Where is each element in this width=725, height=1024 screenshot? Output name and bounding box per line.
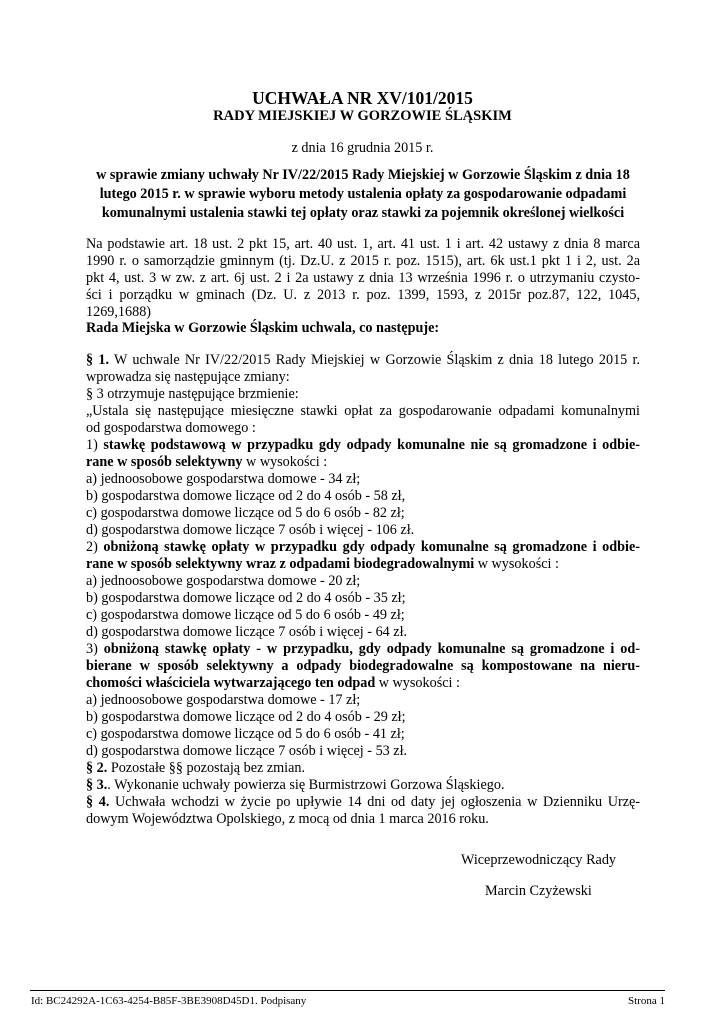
paragraph-2: § 2. Pozostałe §§ pozostają bez zmian. <box>86 760 306 776</box>
issuer-name: RADY MIEJSKIEJ W GORZOWIE ŚLĄSKIM <box>213 108 512 124</box>
rate-1-item-c: c) gospodarstwa domowe liczące od 5 do 6 osób - 82 zł; <box>86 505 405 521</box>
basis-line-4: ści i porządku w gminach (Dz. U. z 2013 r. poz. 1399, 1593, z 2015r poz.87, 122, 1045, <box>86 287 640 303</box>
rate-1-heading-cont: rane w sposób selektywny w wysokości : <box>86 454 328 470</box>
signature-role: Wiceprzewodniczący Rady <box>461 852 617 868</box>
footer-divider <box>30 990 665 991</box>
rate-1-heading: 1) stawkę podstawową w przypadku gdy odpady komunalne nie są gromadzone i odbie- <box>86 437 640 453</box>
paragraph-1-mark: § 1. <box>86 352 109 368</box>
rate-1-item-a: a) jednoosobowe gospodarstwa domowe - 34 zł; <box>86 471 361 487</box>
rate-2-item-d: d) gospodarstwa domowe liczące 7 osób i więcej - 64 zł. <box>86 624 408 640</box>
rate-2-heading: 2) obniżoną stawkę opłaty w przypadku gdy odpady komunalne są gromadzone i odbie- <box>86 539 640 555</box>
rate-3-item-d: d) gospodarstwa domowe liczące 7 osób i więcej - 53 zł. <box>86 743 408 759</box>
rate-2-item-a: a) jednoosobowe gospodarstwa domowe - 20 zł; <box>86 573 361 589</box>
rate-2-item-b: b) gospodarstwa domowe liczące od 2 do 4 osób - 35 zł; <box>86 590 406 606</box>
paragraph-1-line-2: wprowadza się następujące zmiany: <box>86 369 290 385</box>
subject-line-1: w sprawie zmiany uchwały Nr IV/22/2015 Rady Miejskiej w Gorzowie Śląskim z dnia 18 <box>96 167 630 183</box>
rate-3-item-b: b) gospodarstwa domowe liczące od 2 do 4 osób - 29 zł; <box>86 709 406 725</box>
paragraph-1-line-3: § 3 otrzymuje następujące brzmienie: <box>86 386 299 402</box>
rate-3-heading-end: chomości właściciela wytwarzającego ten odpad w wysokości : <box>86 675 460 691</box>
footer-page-number: Strona 1 <box>628 995 665 1007</box>
resolves-line: Rada Miejska w Gorzowie Śląskim uchwala, co następuje: <box>86 320 440 336</box>
paragraph-3: § 3.. Wykonanie uchwały powierza się Burmistrzowi Gorzowa Śląskiego. <box>86 777 505 793</box>
rate-1-item-b: b) gospodarstwa domowe liczące od 2 do 4 osób - 58 zł, <box>86 488 406 504</box>
paragraph-1-line-1: § 1. W uchwale Nr IV/22/2015 Rady Miejskiej w Gorzowie Śląskim z dnia 18 lutego 2015 r. <box>86 352 641 368</box>
basis-line-2: 1990 r. o samorządzie gminnym (tj. Dz.U. z 2015 r. poz. 1515), art. 6k ust.1 pkt 1 i 2, ust. 2a <box>86 253 640 269</box>
rate-1-item-d: d) gospodarstwa domowe liczące 7 osób i więcej - 106 zł. <box>86 522 415 538</box>
basis-line-3: pkt 4, ust. 3 w zw. z art. 6j ust. 2 i 2a ustawy z dnia 13 września 1996 r. o utrzymaniu czysto- <box>86 270 640 286</box>
rate-3-heading-cont: bierane w sposób selektywny a odpady biodegradowalne są kompostowane na nieru- <box>86 658 640 674</box>
document-title: UCHWAŁA NR XV/101/2015 <box>252 88 473 108</box>
paragraph-4-line-1: § 4. Uchwała wchodzi w życie po upływie 14 dni od daty jej ogłoszenia w Dzienniku Urzę- <box>86 794 641 810</box>
rate-3-heading: 3) obniżoną stawkę opłaty - w przypadku, gdy odpady komunalne są gromadzone i od- <box>86 641 640 657</box>
rate-3-item-a: a) jednoosobowe gospodarstwa domowe - 17 zł; <box>86 692 361 708</box>
document-date: z dnia 16 grudnia 2015 r. <box>291 140 434 156</box>
subject-line-2: lutego 2015 r. w sprawie wyboru metody ustalenia opłaty za gospodarowanie odpadami <box>99 186 627 202</box>
signature-name: Marcin Czyżewski <box>485 883 592 899</box>
paragraph-1-line-5: od gospodarstwa domowego : <box>86 420 256 436</box>
rate-3-item-c: c) gospodarstwa domowe liczące od 5 do 6 osób - 41 zł; <box>86 726 405 742</box>
subject-line-3: komunalnymi ustalenia stawki tej opłaty oraz stawki za pojemnik określonej wielkości <box>101 205 625 221</box>
paragraph-4-line-2: dowym Województwa Opolskiego, z mocą od dnia 1 marca 2016 roku. <box>86 811 489 827</box>
rate-2-item-c: c) gospodarstwa domowe liczące od 5 do 6 osób - 49 zł; <box>86 607 405 623</box>
paragraph-1-line-4: „Ustala się następujące miesięczne stawki opłat za gospodarowanie odpadami komunalnymi <box>86 403 640 419</box>
basis-line-5: 1269,1688) <box>86 304 152 320</box>
basis-line-1: Na podstawie art. 18 ust. 2 pkt 15, art. 40 ust. 1, art. 41 ust. 1 i art. 42 ustawy z dnia 8 marca <box>86 236 640 252</box>
rate-2-heading-cont: rane w sposób selektywny wraz z odpadami biodegradowalnymi w wysokości : <box>86 556 559 572</box>
footer-document-id: Id: BC24292A-1C63-4254-B85F-3BE3908D45D1. Podpisany <box>31 995 307 1007</box>
